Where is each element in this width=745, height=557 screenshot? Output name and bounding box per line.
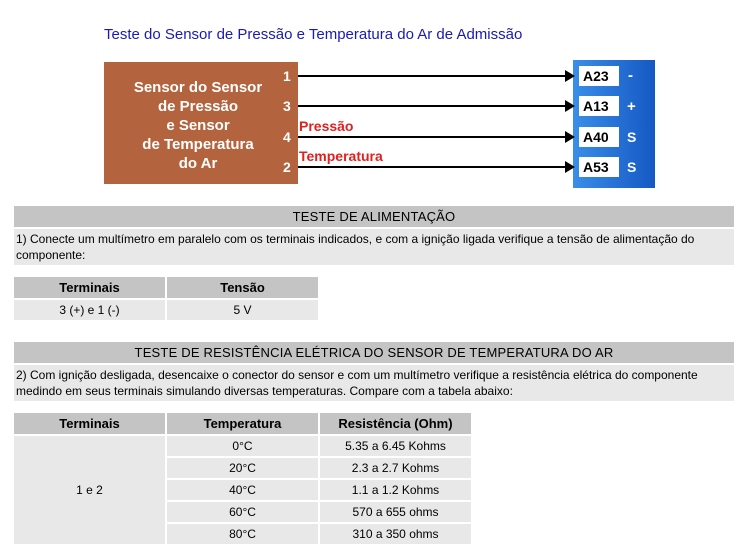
section-text-alimentacao: 1) Conecte um multímetro em paralelo com os terminais indicados, e com a ignição ligada verifique a tensão de alimentação do componente: xyxy=(14,229,734,265)
sensor-label-line: Sensor do Sensor xyxy=(133,79,263,96)
pin-number: 2 xyxy=(283,159,291,175)
connector-sign: S xyxy=(627,129,637,145)
wiring-diagram xyxy=(0,0,745,200)
connector-pin-label: A40 xyxy=(583,129,609,145)
connector-pin-label: A23 xyxy=(583,68,609,84)
column-header: Terminais xyxy=(14,277,165,298)
section-text-resistencia: 2) Com ignição desligada, desencaixe o conector do sensor e com um multímetro verifique a resistência elétrica do componente medindo em seus terminais simulando diversas temperaturas. Compare com a tabela abaixo: xyxy=(14,365,734,401)
wire-label-pressao: Pressão xyxy=(299,118,354,134)
table-cell: 40°C xyxy=(167,478,318,500)
connector-sign: - xyxy=(628,67,633,84)
table-cell: 60°C xyxy=(167,500,318,522)
pin-number: 3 xyxy=(283,98,291,114)
table-cell: 310 a 350 ohms xyxy=(320,522,471,544)
table-row xyxy=(14,434,471,456)
section-heading-resistencia: TESTE DE RESISTÊNCIA ELÉTRICA DO SENSOR DE TEMPERATURA DO AR xyxy=(14,342,734,363)
table-header-row xyxy=(14,413,471,434)
pin-number: 4 xyxy=(283,129,291,145)
table-header-row xyxy=(14,277,318,298)
table-cell: 2.3 a 2.7 Kohms xyxy=(320,456,471,478)
table-cell: 570 a 655 ohms xyxy=(320,500,471,522)
column-header: Terminais xyxy=(14,413,165,434)
pin-number: 1 xyxy=(283,68,291,84)
section-heading-alimentacao: TESTE DE ALIMENTAÇÃO xyxy=(14,206,734,227)
column-header: Resistência (Ohm) xyxy=(320,413,471,434)
terminals-cell: 1 e 2 xyxy=(14,434,165,544)
table-cell: 20°C xyxy=(167,456,318,478)
resistance-table xyxy=(12,413,473,544)
sensor-label-line: de Pressão xyxy=(157,98,239,115)
sensor-label-line: e Sensor xyxy=(166,117,230,134)
table-cell: 80°C xyxy=(167,522,318,544)
column-header: Tensão xyxy=(167,277,318,298)
sensor-label-line: de Temperatura xyxy=(142,136,254,153)
connector-sign: + xyxy=(627,98,636,115)
connector-pin-label: A53 xyxy=(583,159,609,175)
page-title: Teste do Sensor de Pressão e Temperatura do Ar de Admissão xyxy=(104,26,523,43)
table-cell: 0°C xyxy=(167,434,318,456)
wire-label-temperatura: Temperatura xyxy=(299,148,383,164)
column-header: Temperatura xyxy=(167,413,318,434)
table-cell: 5 V xyxy=(167,298,318,320)
table-cell: 1.1 a 1.2 Kohms xyxy=(320,478,471,500)
voltage-table xyxy=(12,277,320,320)
table-cell: 5.35 a 6.45 Kohms xyxy=(320,434,471,456)
connector-sign: S xyxy=(627,159,637,175)
sensor-label-line: do Ar xyxy=(178,155,218,172)
table-row xyxy=(14,298,318,320)
connector-pin-label: A13 xyxy=(583,98,609,114)
table-cell: 3 (+) e 1 (-) xyxy=(14,298,165,320)
